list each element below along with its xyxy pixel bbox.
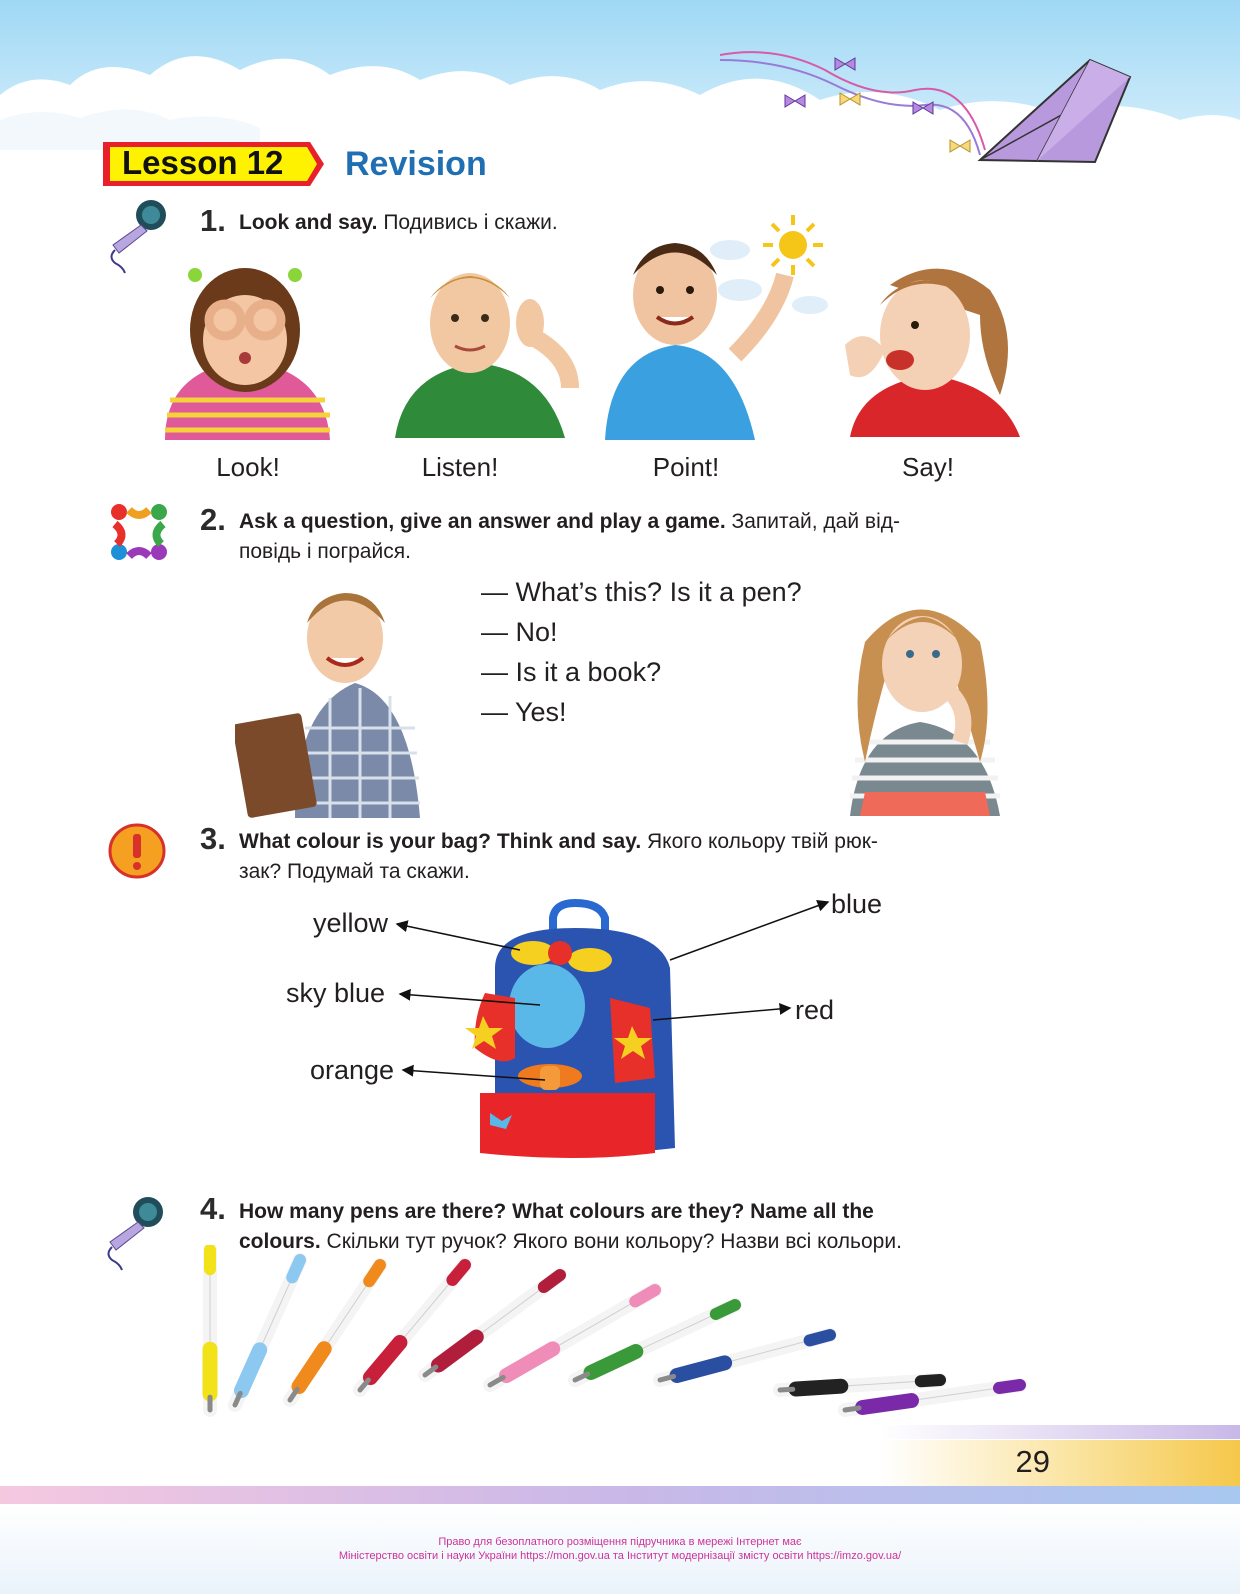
lesson-number: Lesson 12 xyxy=(122,144,284,181)
boy-pointing-photo xyxy=(605,205,835,440)
girl-saying-photo xyxy=(830,255,1030,437)
exercise-3-translation: Якого кольору твій рюк- xyxy=(641,830,878,853)
exercise-2-number: 2. xyxy=(200,502,226,537)
exercise-4-bold: How many pens are there? What colours are they? Name all the xyxy=(239,1200,874,1223)
exercise-4-translation: Скільки тут ручок? Якого вони кольору? Назви всі кольори. xyxy=(320,1230,902,1253)
footer-line-2: Міністерство освіти і науки України https://mon.gov.ua та Інститут модернізації змісту освіти https://imzo.gov.ua/ xyxy=(338,1550,902,1562)
exercise-2-translation: Запитай, дай від- xyxy=(725,510,900,533)
exercise-1-instruction xyxy=(239,208,558,238)
lesson-title: Revision xyxy=(345,145,487,183)
dialog-line-4: — Yes! xyxy=(481,697,567,727)
label-red: red xyxy=(795,995,835,1025)
exercise-2-instruction xyxy=(239,507,1039,537)
exercise-3-instruction xyxy=(239,827,1039,857)
group-work-icon xyxy=(105,500,173,566)
pens-illustration xyxy=(180,1245,1040,1425)
kite-icon xyxy=(715,40,1145,180)
exercise-4-instruction xyxy=(239,1197,1039,1227)
label-blue: blue xyxy=(831,889,883,919)
exclamation-icon xyxy=(107,822,167,880)
caption-look: Look! xyxy=(216,452,280,482)
pen-2 xyxy=(235,1260,300,1405)
pen-9 xyxy=(780,1380,940,1390)
dialog-line-1: — What’s this? Is it a pen? xyxy=(481,577,802,607)
sun-icon xyxy=(763,215,823,275)
exercise-4-number: 4. xyxy=(200,1191,226,1226)
footer-line-1: Право для безоплатного розміщення підручника в мережі Інтернет має xyxy=(438,1536,802,1548)
exercise-3-bold: What colour is your bag? Think and say. xyxy=(239,830,642,853)
label-sky-blue: sky blue xyxy=(286,978,386,1008)
boy-with-book-photo xyxy=(235,578,460,818)
exercise-2-instruction-line2: повідь і пограйся. xyxy=(239,540,411,563)
girl-thinking-photo xyxy=(840,582,1005,816)
dialog-line-3: — Is it a book? xyxy=(481,657,662,687)
boy-listening-photo xyxy=(395,258,600,438)
exercise-1-bold: Look and say. xyxy=(239,211,378,234)
caption-listen: Listen! xyxy=(421,452,499,482)
label-orange: orange xyxy=(310,1055,395,1085)
exercise-2-bold: Ask a question, give an answer and play a game. xyxy=(239,510,726,533)
exercise-3-instruction-line2: зак? Подумай та скажи. xyxy=(239,860,470,883)
pen-8 xyxy=(660,1335,830,1380)
dialog-line-2: — No! xyxy=(481,617,558,647)
footer-notice xyxy=(0,1535,1240,1563)
microphone-icon-2 xyxy=(100,1192,170,1272)
decor-bar-top xyxy=(880,1425,1240,1439)
exercise-3-number: 3. xyxy=(200,821,226,856)
caption-point: Point! xyxy=(652,452,720,482)
label-yellow: yellow xyxy=(313,908,389,938)
decor-bar-bottom xyxy=(0,1486,1240,1504)
caption-say: Say! xyxy=(901,452,955,482)
page-number: 29 xyxy=(1015,1444,1050,1479)
lesson-badge xyxy=(102,141,320,185)
exercise-1-translation: Подивись і скажи. xyxy=(377,211,558,234)
exercise-1-number: 1. xyxy=(200,203,226,238)
exercise-4-bold-2: colours. xyxy=(239,1230,321,1253)
page-number-bar xyxy=(880,1440,1240,1488)
girl-looking-photo xyxy=(125,250,365,440)
